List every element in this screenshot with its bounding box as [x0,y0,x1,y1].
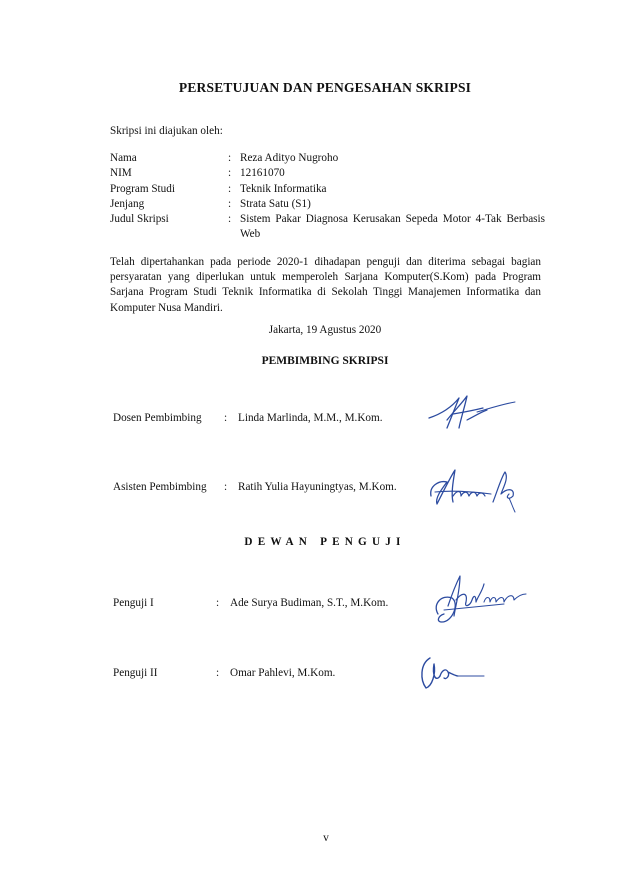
date-line: Jakarta, 19 Agustus 2020 [268,324,382,336]
info-label: NIM [110,167,132,180]
info-colon: : [228,197,232,210]
role-label: Asisten Pembimbing [113,481,207,493]
info-value: Reza Adityo Nugroho [240,152,339,164]
info-value: Teknik Informatika [240,182,327,195]
signature-row-penguji-1 [113,597,388,609]
info-value: Strata Satu (S1) [240,197,311,210]
info-colon: : [228,152,232,164]
person-name: Ratih Yulia Hayuningtyas, M.Kom. [238,481,397,493]
role-colon: : [224,412,228,424]
signature-penguji-2 [418,646,488,694]
info-label: Judul Skripsi [110,213,169,226]
role-colon: : [224,481,228,493]
signature-asisten-pembimbing [425,462,525,514]
info-value: 12161070 [240,167,285,180]
info-colon: : [228,213,232,226]
info-row-judul-skripsi [110,212,545,243]
info-label: Nama [110,152,137,164]
intro-text: Skripsi ini diajukan oleh: [110,125,223,137]
dewan-penguji-heading: DEWAN PENGUJI [244,536,406,548]
approval-paragraph: Telah dipertahankan pada periode 2020-1 dihadapan penguji dan diterima sebagai bagian persyaratan yang diperlukan untuk memperoleh Sarjana Komputer(S.Kom) pada Program Sarjana Program Studi Teknik Informatika di Sekolah Tinggi Manajemen Informatika dan Komputer Nusa Mandiri. [110,256,541,314]
info-row-program-studi [110,182,545,197]
page-number: v [323,832,329,844]
info-value: Sistem Pakar Diagnosa Kerusakan Sepeda Motor 4-Tak Berbasis Web [240,213,545,241]
role-colon: : [216,597,220,609]
signature-row-penguji-2 [113,667,335,679]
person-name: Ade Surya Budiman, S.T., M.Kom. [230,597,389,609]
person-name: Linda Marlinda, M.M., M.Kom. [238,412,383,424]
signature-row-dosen-pembimbing [113,412,383,424]
signature-dosen-pembimbing [425,390,520,435]
person-name: Omar Pahlevi, M.Kom. [230,667,336,679]
signature-penguji-1 [430,572,530,628]
role-label: Penguji II [113,667,158,679]
role-colon: : [216,667,220,679]
info-row-nim [110,166,545,181]
info-colon: : [228,167,232,180]
pembimbing-heading: PEMBIMBING SKRIPSI [261,355,389,367]
info-row-jenjang [110,197,545,212]
info-label: Jenjang [110,197,145,210]
signature-row-asisten-pembimbing [113,481,397,493]
role-label: Penguji I [113,597,154,609]
info-row-nama [110,151,545,166]
info-colon: : [228,182,232,195]
student-info-table [110,151,545,243]
role-label: Dosen Pembimbing [113,412,202,424]
info-label: Program Studi [110,182,175,195]
page-title: PERSETUJUAN DAN PENGESAHAN SKRIPSI [178,80,472,95]
